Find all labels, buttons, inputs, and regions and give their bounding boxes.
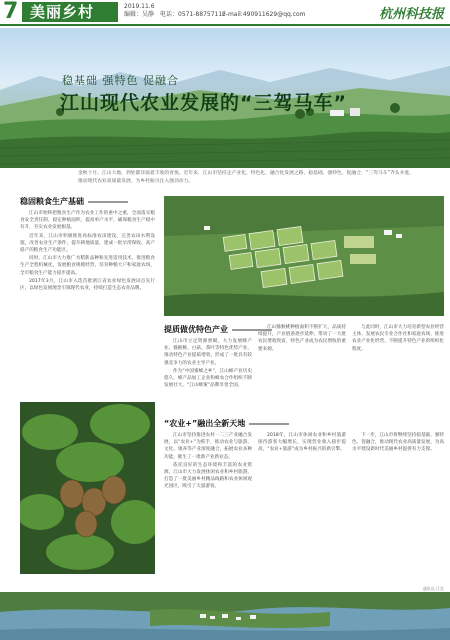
paragraph: 作为“中国蜜蜂之乡”，江山蜂产业历史悠久，蜂产品加工企业和蜂农合作组织不断发展壮大，“江山蜂蜜”品牌享誉全国。 [164,368,252,389]
photo-credit: 通讯员 江农 [422,586,444,591]
paragraph: 江山市始终把粮食生产作为农业工作的重中之重，全面落实粮食安全责任制，稳定种植面积，提高单产水平，确保粮食生产稳中有升，夯实农业发展根基。 [20,211,155,231]
page-number: 7 [3,0,19,24]
kiwi-fruit-image [20,402,155,574]
lede-paragraph: 金秋十月，江山大地，到处都洋溢着丰收的喜悦。近年来，江山市坚持走产业化、特色化、融合化发展之路，稳基础、强特色、促融合，“三驾马车”齐头并进，推动现代农业高质量发展，为乡村振兴注入强劲动力。 [78,171,414,184]
lake-village-photo [0,592,450,640]
editor-name: 编辑：吴静 [124,11,155,18]
hero-photo [0,28,450,168]
heading-rule [88,201,128,203]
article-column-specialty-1 [164,338,252,390]
newspaper-logo: 杭州科技报 [378,7,444,22]
section-heading-specialty [164,324,272,335]
aerial-farm-image [164,196,444,316]
paragraph: 2018年，江山市休闲农业和乡村旅游接待游客大幅增长，实现营业收入稳步提高，“农业+旅游”成为乡村振兴的新引擎。 [258,433,346,453]
paragraph: 依托良好的生态环境和丰富的农业资源，江山市大力发展休闲农业和乡村旅游，打造了一批美丽乡村精品线路和农业休闲观光园区，吸引了大量游客。 [164,462,252,490]
article-column-grain [20,210,155,293]
paragraph: 江山市立足资源禀赋，大力发展蜂产业、猕猴桃、白菇、茶叶等特色优势产业，推动特色产业提质增效，形成了一批具有较强竞争力的农业主导产业。 [164,339,252,366]
paragraph: 近年来，江山市积极推进高标准农田建设，完善农田水利设施，改善农业生产条件，提升耕地质量，建成一批旱涝保收、高产稳产的粮食生产功能区。 [20,233,155,254]
paragraph: 2017年3月，江山市入选首批浙江省农业绿色发展试点先行区，以绿色发展理念引领现代农业，持续打造生态农业品牌。 [20,278,155,292]
section-heading-grain-text: 稳固粮食生产基础 [20,197,84,206]
article-column-specialty-3 [352,324,444,354]
issue-date: 2019.11.6 [124,3,155,10]
hero-kicker: 稳基础 强特色 促融合 [62,74,179,87]
section-title: 美丽乡村 [30,3,95,21]
page-headline: 江山现代农业发展的“三驾马车” [60,92,347,114]
section-heading-integration [164,418,289,429]
paragraph: 同时，江山市大力推广水稻新品种和先进适用技术，推进粮食生产全程机械化，发展粮食规模经营，培育种粮大户和家庭农场，全市粮食生产能力稳步提高。 [20,256,155,276]
article-column-integration-2 [258,432,346,455]
aerial-farm-photo [164,196,444,316]
section-heading-integration-text: “农业+”融出全新天地 [164,419,246,428]
paragraph: 下一步，江山市将继续坚持稳基础、强特色、促融合，推动现代农业高质量发展，为高水平建设新时代美丽乡村提供有力支撑。 [352,433,444,453]
article-column-integration-3 [352,432,444,455]
heading-rule [249,423,289,425]
email-address: E-mail:490911629@qq.com [222,11,306,18]
paragraph: 江山市坚持推进农村一二三产业融合发展，以“农业+”为抓手，推动农业与旅游、文化、康养等产业深度融合，拓展农业多种功能，催生了一批新产业新业态。 [164,433,252,460]
lake-village-image [0,592,450,640]
phone-number: 电话：0571-88757117 [160,11,226,18]
article-column-specialty-2 [258,324,346,354]
article-column-integration-1 [164,432,252,492]
paragraph: 江山猕猴桃种植面积不断扩大，品质持续提升，产业链条逐步延伸，带动了一大批农民增收致富，特色产业成为农民增收的重要来源。 [258,325,346,352]
paragraph: 与此同时，江山市大力培育新型农业经营主体，发展农民专业合作社和家庭农场，推进农业产业化经营，不断提升特色产业的组织化程度。 [352,325,444,352]
masthead [0,0,450,26]
kiwi-fruit-photo [20,402,155,574]
section-heading-grain [20,196,128,207]
section-heading-specialty-text: 提质做优特色产业 [164,325,228,334]
